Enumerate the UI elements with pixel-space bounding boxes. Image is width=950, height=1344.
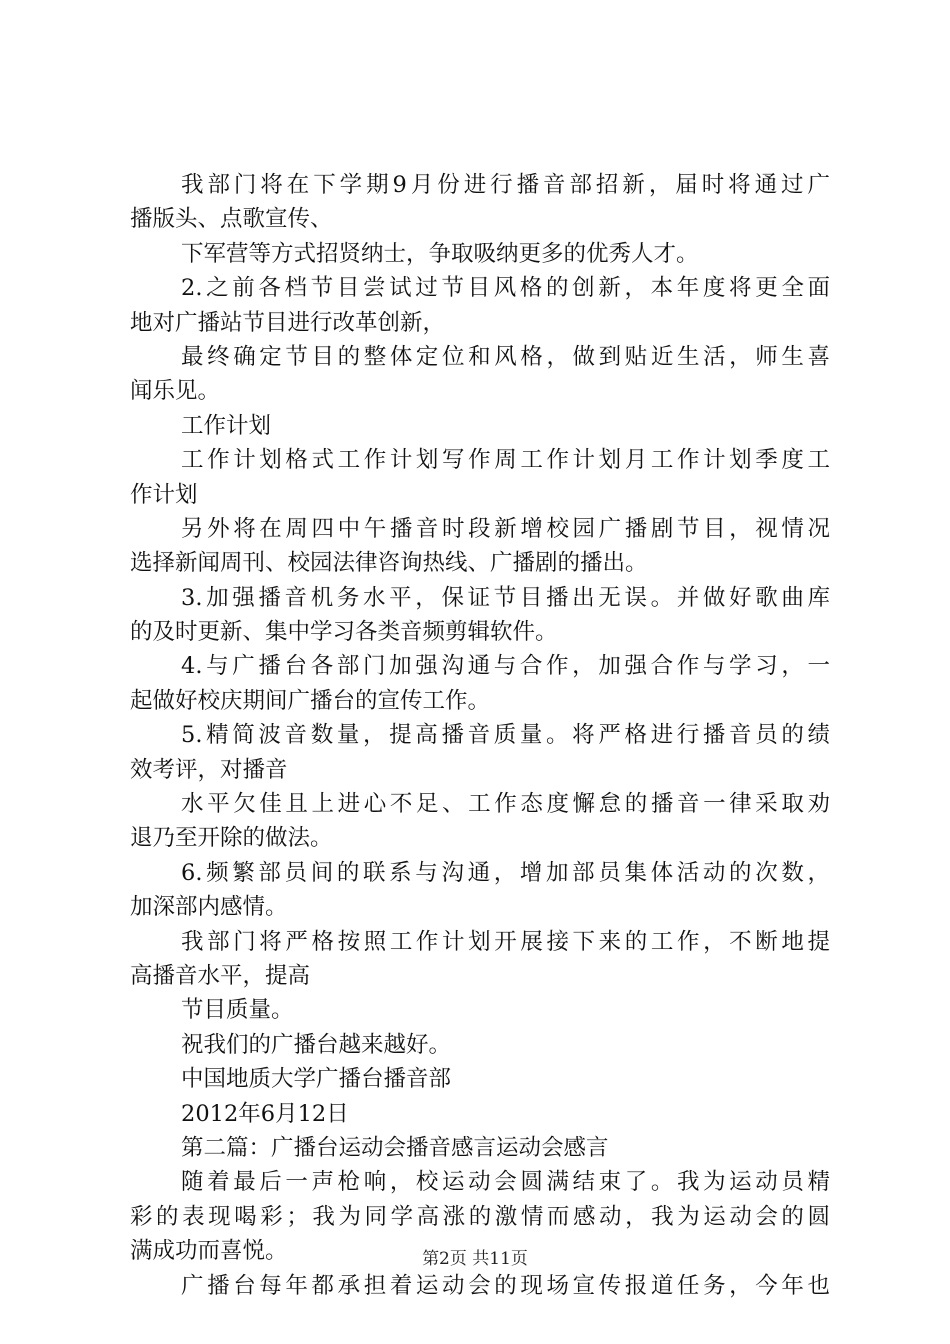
text-line: 退乃至开除的做法。 <box>130 825 333 852</box>
text-line: 4.与广播台各部门加强沟通与合作，加强合作与学习，一 <box>181 653 830 680</box>
text-line: 地对广播站节目进行改革创新， <box>130 309 446 336</box>
text-line: 水平欠佳且上进心不足、工作态度懈怠的播音一律采取劝 <box>181 791 830 818</box>
text-line: 高播音水平，提高 <box>130 962 311 989</box>
text-line: 闻乐见。 <box>130 378 221 405</box>
text-line: 祝我们的广播台越来越好。 <box>181 1031 452 1058</box>
section-heading: 第二篇：广播台运动会播音感言运动会感言 <box>181 1134 609 1161</box>
text-line: 彩的表现喝彩；我为同学高涨的激情而感动，我为运动会的圆 <box>130 1203 830 1230</box>
section-heading: 工作计划 <box>181 412 272 439</box>
text-line: 起做好校庆期间广播台的宣传工作。 <box>130 687 491 714</box>
document-body <box>130 168 830 1303</box>
text-line: 播版头、点歌宣传、 <box>130 206 333 233</box>
text-line: 满成功而喜悦。 <box>130 1238 288 1265</box>
text-line: 工作计划格式工作计划写作周工作计划月工作计划季度工 <box>181 447 830 474</box>
page-number-footer: 第2页 共11页 <box>422 1249 528 1269</box>
text-line: 3.加强播音机务水平，保证节目播出无误。并做好歌曲库 <box>181 584 830 611</box>
text-line: 节目质量。 <box>181 997 294 1024</box>
signature-date: 2012年6月12日 <box>181 1100 349 1127</box>
text-line: 加深部内感情。 <box>130 894 288 921</box>
text-line: 下军营等方式招贤纳士，争取吸纳更多的优秀人才。 <box>181 240 699 267</box>
text-line: 的及时更新、集中学习各类音频剪辑软件。 <box>130 619 558 646</box>
text-line: 6.频繁部员间的联系与沟通，增加部员集体活动的次数， <box>181 859 830 886</box>
text-line: 我部门将在下学期9月份进行播音部招新，届时将通过广 <box>181 172 830 198</box>
text-line: 选择新闻周刊、校园法律咨询热线、广播剧的播出。 <box>130 550 648 577</box>
text-line: 最终确定节目的整体定位和风格，做到贴近生活，师生喜 <box>181 343 830 370</box>
text-line: 2.之前各档节目尝试过节目风格的创新，本年度将更全面 <box>181 275 830 302</box>
text-line: 作计划 <box>130 481 198 508</box>
text-line: 广播台每年都承担着运动会的现场宣传报道任务，今年也 <box>181 1272 830 1299</box>
text-line: 5.精简波音数量，提高播音质量。将严格进行播音员的绩 <box>181 722 830 749</box>
text-line: 效考评，对播音 <box>130 756 288 783</box>
text-line: 另外将在周四中午播音时段新增校园广播剧节目，视情况 <box>181 515 830 542</box>
text-line: 我部门将严格按照工作计划开展接下来的工作，不断地提 <box>181 928 830 955</box>
signature-org: 中国地质大学广播台播音部 <box>181 1066 452 1093</box>
text-line: 随着最后一声枪响，校运动会圆满结束了。我为运动员精 <box>181 1169 830 1196</box>
